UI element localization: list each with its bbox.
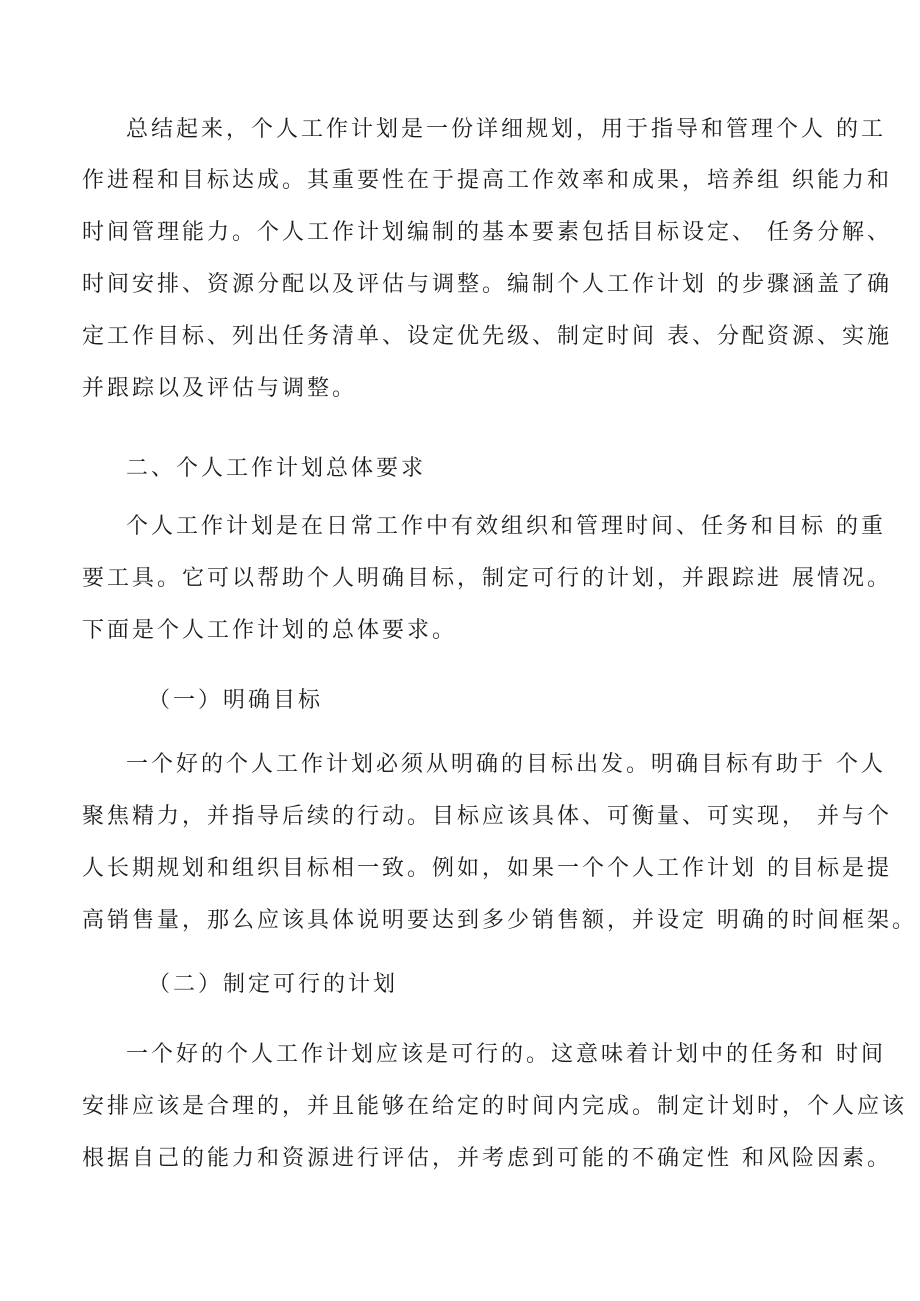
paragraph-summary-line-2: 作进程和目标达成。其重要性在于提高工作效率和成果，培养组 织能力和 bbox=[82, 168, 892, 193]
paragraph-goals-line-3: 人长期规划和组织目标相一致。例如，如果一个个人工作计划 的目标是提 bbox=[82, 856, 892, 881]
section-heading-2: 二、个人工作计划总体要求 bbox=[126, 456, 427, 481]
subheading-clear-goals: （一）明确目标 bbox=[148, 688, 324, 713]
paragraph-plan-line-3: 根据自己的能力和资源进行评估，并考虑到可能的不确定性 和风险因素。 bbox=[82, 1146, 892, 1171]
paragraph-summary-line-1: 总结起来，个人工作计划是一份详细规划，用于指导和管理个人 的工 bbox=[126, 117, 886, 142]
paragraph-overview-line-2: 要工具。它可以帮助个人明确目标，制定可行的计划，并跟踪进 展情况。 bbox=[82, 566, 892, 591]
paragraph-overview-line-3: 下面是个人工作计划的总体要求。 bbox=[82, 618, 458, 643]
paragraph-goals-line-4: 高销售量，那么应该具体说明要达到多少销售额，并设定 明确的时间框架。 bbox=[82, 908, 917, 933]
paragraph-summary-line-4: 时间安排、资源分配以及评估与调整。编制个人工作计划 的步骤涵盖了确 bbox=[82, 272, 892, 297]
paragraph-summary-line-6: 并跟踪以及评估与调整。 bbox=[82, 376, 358, 401]
paragraph-plan-line-1: 一个好的个人工作计划应该是可行的。这意味着计划中的任务和 时间 bbox=[126, 1042, 886, 1067]
paragraph-summary-line-5: 定工作目标、列出任务清单、设定优先级、制定时间 表、分配资源、实施 bbox=[82, 324, 892, 349]
paragraph-goals-line-2: 聚焦精力，并指导后续的行动。目标应该具体、可衡量、可实现， 并与个 bbox=[82, 804, 892, 829]
paragraph-plan-line-2: 安排应该是合理的，并且能够在给定的时间内完成。制定计划时，个人应该 bbox=[82, 1094, 908, 1119]
paragraph-goals-line-1: 一个好的个人工作计划必须从明确的目标出发。明确目标有助于 个人 bbox=[126, 752, 886, 777]
subheading-feasible-plan: （二）制定可行的计划 bbox=[148, 972, 399, 997]
paragraph-summary-line-3: 时间管理能力。个人工作计划编制的基本要素包括目标设定、 任务分解、 bbox=[82, 220, 892, 245]
paragraph-overview-line-1: 个人工作计划是在日常工作中有效组织和管理时间、任务和目标 的重 bbox=[126, 514, 886, 539]
